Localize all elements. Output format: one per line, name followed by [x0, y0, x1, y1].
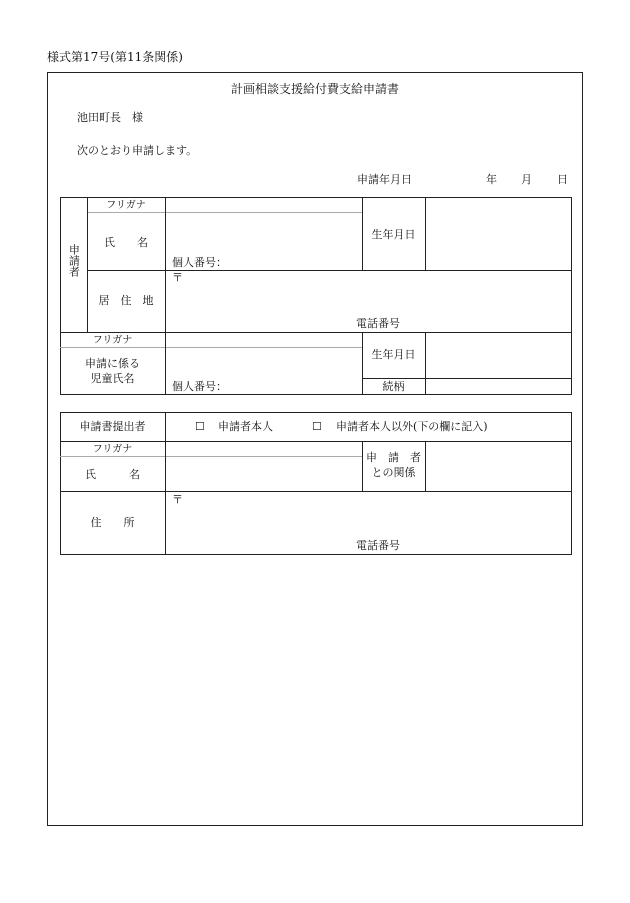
submitter-name-label: 氏 名	[85, 468, 140, 481]
addressee: 池田町長 様	[77, 111, 143, 124]
form-number: 様式第17号(第11条関係)	[47, 50, 183, 64]
child-relationship-label: 続柄	[382, 380, 405, 393]
option-other-checkbox[interactable]: ☐	[312, 420, 322, 433]
child-name-field[interactable]	[166, 348, 362, 376]
application-date-day[interactable]: 日	[557, 173, 568, 186]
relation-label-line1: 申 請 者	[366, 451, 421, 464]
child-relationship-field[interactable]	[426, 379, 571, 394]
applicant-birth-date-field[interactable]	[426, 198, 571, 269]
submitter-address-field[interactable]	[166, 492, 571, 536]
submitter-furigana-field[interactable]	[166, 442, 362, 455]
applicant-side-label-text: 申請者	[67, 244, 81, 277]
applicant-name-field[interactable]	[166, 213, 362, 253]
child-furigana-label: フリガナ	[92, 335, 133, 346]
applicant-individual-number-label: 個人番号：	[172, 256, 227, 269]
intro-text: 次のとおり申請します。	[77, 144, 198, 157]
relation-label-line2: との関係	[371, 466, 416, 479]
applicant-birth-date-label: 生年月日	[371, 228, 416, 241]
child-birth-date-field[interactable]	[426, 333, 571, 377]
application-date-label: 申請年月日	[357, 173, 412, 186]
option-other-label: 申請者本人以外(下の欄に記入)	[336, 420, 488, 433]
relation-field[interactable]	[426, 442, 571, 490]
child-furigana-field[interactable]	[166, 333, 362, 346]
submitter-label: 申請書提出者	[79, 420, 146, 433]
applicant-phone-label: 電話番号	[356, 317, 400, 330]
option-self-label: 申請者本人	[218, 420, 273, 433]
submitter-furigana-label: フリガナ	[92, 444, 133, 455]
application-date-year[interactable]: 年	[486, 173, 497, 186]
form-title: 計画相談支援給付費支給申請書	[230, 82, 399, 96]
application-date-month[interactable]: 月	[521, 173, 532, 186]
submitter-name-field[interactable]	[166, 457, 362, 490]
submitter-phone-label: 電話番号	[356, 539, 400, 552]
child-individual-number-label: 個人番号：	[172, 380, 227, 393]
applicant-side-label	[60, 244, 87, 277]
child-birth-date-label: 生年月日	[371, 348, 416, 361]
applicant-residence-label: 居 住 地	[98, 294, 154, 307]
applicant-postal-mark: 〒	[172, 271, 183, 284]
submitter-postal-mark: 〒	[172, 493, 183, 506]
submitter-address-label: 住 所	[90, 516, 135, 529]
applicant-address-field[interactable]	[166, 271, 571, 315]
divider	[87, 197, 88, 332]
child-name-label-line1: 申請に係る	[85, 357, 140, 370]
child-name-label-line2: 児童氏名	[90, 372, 135, 385]
applicant-furigana-label: フリガナ	[106, 200, 146, 211]
applicant-name-label: 氏 名	[104, 236, 148, 249]
option-self-checkbox[interactable]: ☐	[195, 420, 205, 433]
applicant-furigana-field[interactable]	[166, 198, 362, 211]
